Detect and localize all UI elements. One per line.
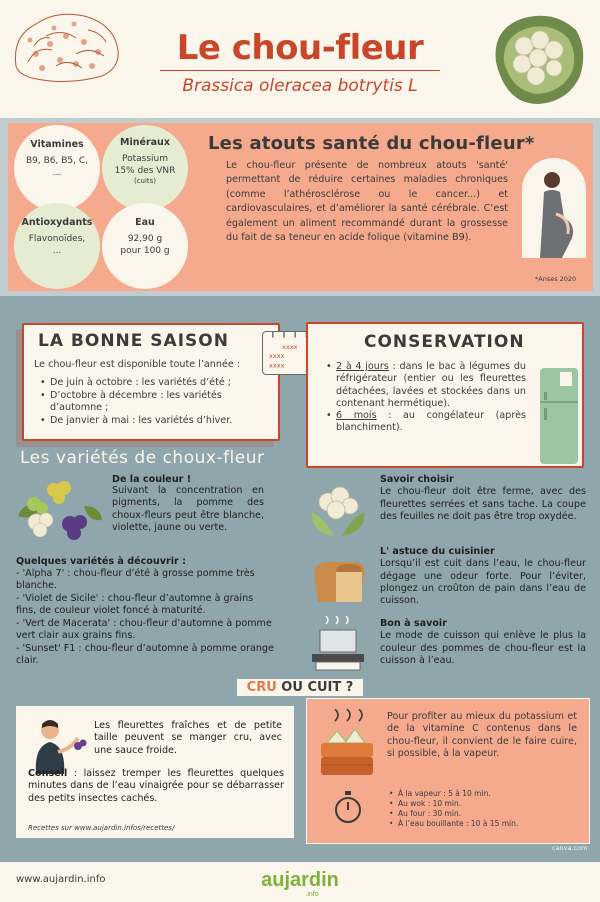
cooking-pot-icon (306, 616, 370, 672)
tip-text: Le mode de cuisson qui enlève le plus la couleur des pommes de chou-fleur est la cuisson à l’eau. (380, 630, 586, 666)
footer (0, 862, 600, 900)
tip-text: Lorsqu’il est cuit dans l’eau, le chou-fleur dégage une odeur forte. Pour l’éviter, plongez un croûton de pain dans l’eau de cuisson. (380, 558, 586, 607)
tip-title: L' astuce du cuisinier (380, 546, 495, 557)
health-section (0, 118, 600, 296)
list-item (326, 361, 526, 410)
eau-line1: 92,90 g (127, 233, 163, 244)
list-item: - 'Violet de Sicile' : chou-fleur d’automne à grains fins, de couleur violet foncé à maturité. (16, 592, 254, 617)
saison-title: LA BONNE SAISON (38, 331, 229, 351)
health-title: Les atouts santé du chou-fleur* (208, 133, 535, 154)
bamboo-steamer-icon (315, 709, 379, 785)
page-title: Le chou-fleur (176, 28, 424, 68)
health-text: Le chou-fleur présente de nombreux atouts 'santé' permettant de réduire certaines maladies chroniques (comme l’athérosclérose ou le cancer...) et cardiovasculaires, et d’améliorer la santé cérébrale. C’est également un aliment recommandé durant la grossesse du fait de sa teneur en acide folique (vitamine B9). (226, 160, 508, 243)
main-section (0, 296, 600, 862)
logo-text: aujardin (262, 869, 338, 891)
freezer-text: : au congélateur (après blanchiment). (336, 410, 526, 434)
svg-text:xxxx: xxxx (282, 342, 298, 351)
antioxydants-line2: ... (52, 245, 62, 256)
conservation-list (326, 361, 526, 435)
title-divider (160, 70, 440, 71)
list-item: - 'Vert de Macerata' : chou-fleur d’automne à pomme vert clair aux grains fins. (16, 617, 272, 642)
mineraux-title: Minéraux (120, 137, 170, 148)
tip-savoir-choisir (380, 474, 586, 523)
tip-text: Le chou-fleur doit être ferme, avec des fleurettes serrées et sans tache. La coupe des feuilles ne doit pas être trop oxydée. (380, 486, 586, 522)
conseil-label: Conseil (28, 768, 68, 779)
list-item: • À la vapeur : 5 à 10 min. (389, 789, 579, 799)
eau-title: Eau (135, 217, 155, 228)
tip-bon-a-savoir (380, 618, 586, 667)
antioxydants-line1: Flavonoïdes, (28, 233, 86, 244)
conservation-title: CONSERVATION (364, 332, 525, 352)
cru-box (16, 706, 294, 838)
logo-icon (262, 864, 338, 898)
antioxydants-title: Antioxydants (21, 217, 93, 228)
vitamines-circle (14, 125, 100, 211)
varietes-title: Les variétés de choux-fleur (20, 448, 265, 468)
varietes-list-title: Quelques variétés à découvrir : (16, 556, 186, 567)
conseil-body: : laissez tremper les fleurettes quelques minutes dans de l’eau vinaigrée pour se débarrasser des petits insectes cachés. (28, 768, 284, 804)
conservation-box (306, 322, 584, 468)
site-url[interactable]: www.aujardin.info (16, 874, 106, 885)
health-source: *Anses 2020 (535, 275, 577, 283)
duration-freezer: 6 mois (336, 410, 377, 422)
list-item: • D’octobre à décembre : les variétés d’automne ; (40, 390, 276, 415)
ou-cuit-label: OU CUIT ? (276, 680, 354, 695)
list-item: - 'Alpha 7' : chou-fleur d’été à grosse pomme très blanche. (16, 568, 255, 592)
fridge-text: : dans le bac à légumes du réfrigérateur (entier ou les fleurettes détachées, lavées et stockées dans un contenant hermétique). (336, 361, 526, 409)
saison-intro: Le chou-fleur est disponible toute l’année : (34, 359, 241, 370)
saison-list (40, 377, 276, 428)
list-item: • Au four : 30 min. (389, 809, 579, 819)
list-item: • De janvier à mai : les variétés d’hiver. (40, 415, 276, 428)
conseil-text (28, 768, 284, 805)
list-item: • De juin à octobre : les variétés d’été ; (40, 377, 276, 390)
colored-cauliflowers-icon (14, 476, 104, 550)
vitamines-line1: B9, B6, B5, C, (25, 155, 88, 166)
bread-icon (306, 552, 370, 608)
vitamines-line2: ... (52, 167, 62, 178)
varietes-list (16, 568, 274, 668)
cru-ou-cuit-heading-row (0, 676, 600, 700)
mineraux-circle (102, 125, 188, 211)
cru-text: Les fleurettes fraîches et de petite taille peuvent se manger cru, avec une sauce froide. (94, 720, 282, 756)
cooking-times-list (389, 789, 579, 830)
list-item (326, 410, 526, 435)
svg-text:xxxx: xxxx (269, 361, 285, 370)
list-item: • À l’eau bouillante : 10 à 15 min. (389, 819, 579, 829)
canva-credit: canva.com (552, 844, 588, 852)
saison-box (22, 323, 298, 441)
list-item: • Au wok : 10 min. (389, 799, 579, 809)
duration-fridge: 2 à 4 jours (336, 361, 389, 372)
cru-ou-cuit-heading (237, 679, 364, 696)
svg-text:xxxx: xxxx (269, 352, 285, 361)
cuit-box (306, 698, 590, 844)
eau-circle (102, 203, 188, 289)
couleur-title: De la couleur ! (112, 474, 192, 485)
pregnant-woman-icon (522, 158, 586, 258)
tip-title: Savoir choisir (380, 474, 454, 485)
tip-astuce-cuisinier (380, 546, 586, 607)
logo-subtext: .info (305, 891, 319, 898)
vitamines-title: Vitamines (30, 139, 84, 150)
list-item: - 'Sunset' F1 : chou-fleur d’automne à pomme orange clair. (16, 642, 274, 667)
cauliflower-leaf-icon (306, 482, 370, 538)
page-subtitle: Brassica oleracea botrytis L (182, 76, 418, 96)
mineraux-line1: Potassium (121, 153, 168, 164)
eau-line2: pour 100 g (120, 245, 170, 256)
recettes-link[interactable]: Recettes sur www.aujardin.infos/recettes/ (28, 824, 175, 832)
mineraux-line3: (cuits) (133, 177, 157, 186)
couleur-text: Suivant la concentration en pigments, la pomme des choux-fleurs peut être blanche, violette, jaune ou verte. (112, 485, 264, 534)
aujardin-logo[interactable] (262, 864, 338, 898)
mineraux-line2: 15% des VNR (114, 165, 176, 176)
antioxydants-circle (14, 203, 100, 289)
cru-label: CRU (246, 680, 277, 695)
stopwatch-icon (333, 791, 363, 825)
health-card (8, 123, 593, 291)
header (0, 0, 600, 115)
fridge-icon (540, 368, 578, 464)
tip-title: Bon à savoir (380, 618, 447, 629)
cuit-text: Pour profiter au mieux du potassium et de la vitamine C contenus dans le chou-fleur, il convient de le faire cuire, si possible, à la vapeur. (387, 711, 577, 760)
man-eating-icon (28, 716, 90, 774)
